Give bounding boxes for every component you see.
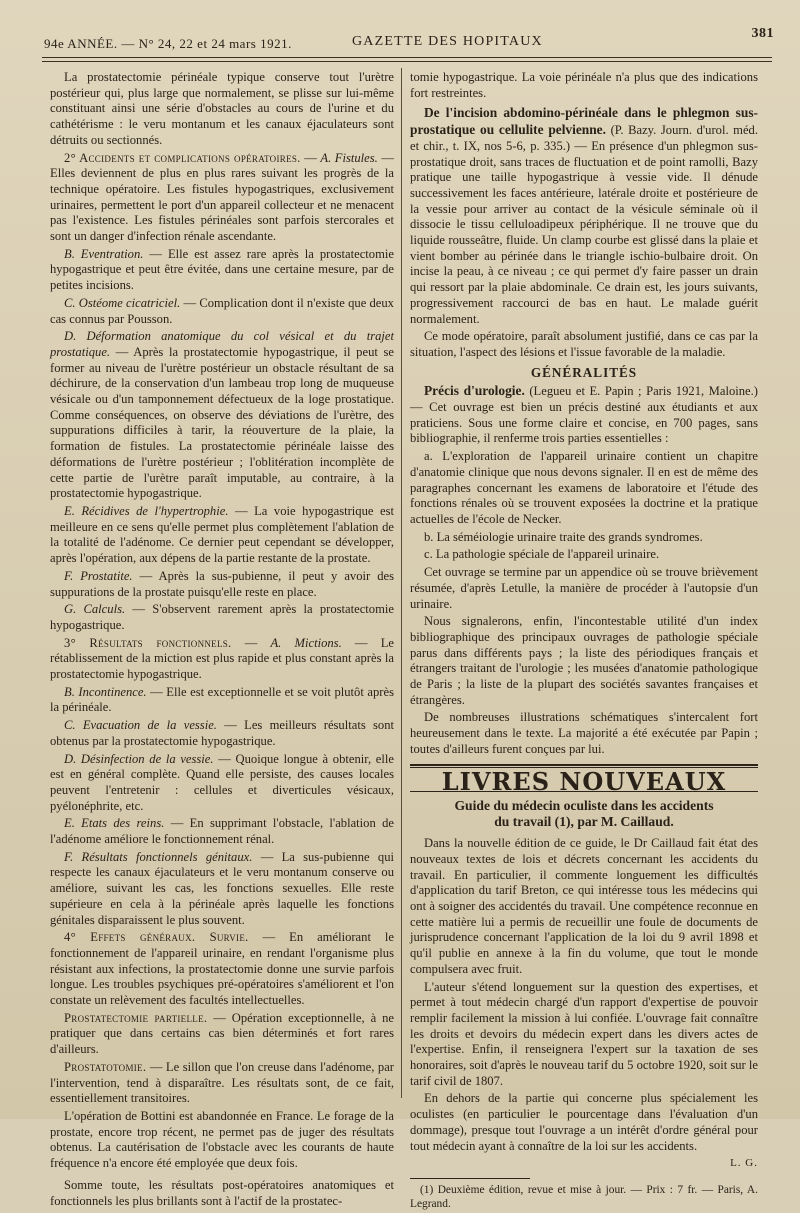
paragraph (50, 247, 394, 294)
paragraph (410, 383, 758, 447)
paragraph: Ce mode opératoire, paraît absolument justifié, dans ce cas par la situation, l'aspect des lésions et l'issue favorable de la maladie. (410, 329, 758, 359)
section-heading: 4° Effets généraux. Survie. (64, 930, 249, 945)
signature: L. G. (730, 1157, 758, 1170)
issue-info: 94e ANNÉE. — N° 24, 22 et 24 mars 1921. (44, 36, 292, 51)
section-heading: Prostatotomie. (64, 1059, 147, 1074)
paragraph: 2° Accidents et complications opératoires. — A. Fistules. — Elles deviennent de plus en plus rares suivant les progrès de la technique opératoire. Les fistules hypogastriques, exclusivement urinaires, permettent le port d'un appareil collecteur et ne menacent pas l'existence. Les fistules périnéales sont parfois stercorales et sont un danger d'infection rénale ascendante. (50, 150, 394, 244)
column-divider (401, 68, 402, 1098)
section-heading: 3° Résultats fonctionnels. (64, 635, 232, 650)
journal-title: GAZETTE DES HOPITAUX (352, 34, 543, 49)
paragraph-text: — En supprimant l'obstacle, l'ablation de l'adénome améliore le fonctionnement rénal. (50, 816, 394, 847)
abstract-reference: (Legueu et E. Papin ; Paris 1921, Maloine.) (529, 384, 758, 399)
paragraph: L'auteur s'étend longuement sur la question des expertises, et permet à tout médecin chargé d'un rapport d'expertise de pouvoir remplir facilement la mission à lui confiée. L'ouvrage fait connaître les droits et devoirs du médecin expert dans les divers actes de l'expertise. Enfin, il renseignera l'expert sur la taxation de ses honoraires, soit d'après le nouveau tarif du 5 octobre 1920, soit sur le tarif civil de 1807. (410, 979, 758, 1088)
paragraph: La prostatectomie périnéale typique conserve tout l'urètre postérieur qui, plus large que normalement, se plisse sur lui-même constituant ainsi une série d'obstacles au cours de l'urine et du cathétérisme : le veru montanum et les canaux éjaculateurs sont détruits ou sectionnés. (50, 70, 394, 147)
section-rule (410, 764, 758, 766)
paragraph-text: — Le sillon que l'on creuse dans l'adénome, par l'intervention, tend à disparaître. Les résultats sont, de ce fait, essentiellement transitoires. (50, 1059, 394, 1106)
section-heading: 2° Accidents et complications opératoires. (64, 150, 301, 165)
paragraph (50, 329, 394, 502)
right-column (410, 70, 758, 1213)
paragraph: L'opération de Bottini est abandonnée en France. Le forage de la prostate, encore trop récent, ne permet pas de juger des résultats obtenus. La cautérisation de l'obstacle avec les courants de haute fréquence n'a encore été employée que deux fois. (50, 1109, 394, 1171)
paragraph-text: — Après la sus-pubienne, il peut y avoir des suppurations de la prostate puisqu'elle reste en place. (50, 568, 394, 599)
paragraph (50, 504, 394, 567)
paragraph (50, 816, 394, 847)
paragraph (50, 602, 394, 633)
page-number: 381 (751, 26, 774, 41)
list-item: b. La séméiologie urinaire traite des grands syndromes. (424, 529, 703, 544)
section-heading: Prostatectomie partielle. (64, 1010, 208, 1025)
paragraph-text: — Elle est exceptionnelle et se voit plutôt après la périnéale. (50, 684, 394, 715)
subsection-label: E. Récidives de l'hypertrophie. (64, 503, 229, 518)
paragraph-text: — Cet ouvrage est bien un précis destiné aux étudiants et aux praticiens. Sous une forme claire et concise, en 700 pages, sans bibliographie, il renferme trois parties essentielles : (410, 400, 758, 446)
subsection-label: F. Prostatite. (64, 568, 133, 583)
paragraph: tomie hypogastrique. La voie périnéale n'a plus que des indications fort restreintes. (410, 70, 758, 100)
paragraph: 3° Résultats fonctionnels. — A. Mictions. — Le rétablissement de la miction est plus rapide et plus constant après la prostatectomie hypogastrique. (50, 635, 394, 682)
paragraph-text: — Quoique longue à obtenir, elle est en général complète. Quand elle persiste, des causes locales peuvent l'entretenir : cellules et diverticules vésicaux, pyélonéphrite, etc. (50, 751, 394, 813)
paragraph-text: — Opération exceptionnelle, à ne pratiquer que dans certains cas bien déterminés et fort rares d'ailleurs. (50, 1010, 394, 1057)
paragraph-text: — La voie hypogastrique est meilleure en ce sens qu'elle permet plus complètement l'ablation de la totalité de l'adénome. Ce dernier peut cependant se développer, après l'opération, aux dépens de la partie restante de la prostate. (50, 503, 394, 566)
paragraph-text: — Elle est assez rare après la prostatectomie hypogastrique et peut être évitée, dans une certaine mesure, par de petites incisions. (50, 246, 394, 293)
book-title-line: du travail (1), par M. Caillaud. (494, 814, 674, 830)
paragraph-text: — Le rétablissement de la miction est plus rapide et plus constant après la prostatectomie hypogastrique. (50, 635, 394, 682)
abstract-title: De l'incision abdomino-périnéale dans le phlegmon sus-prostatique ou cellulite pelvienne. (410, 105, 758, 138)
paragraph-text: — En améliorant le fonctionnement de l'appareil urinaire, en rendant l'organisme plus résistant aux infections, la prostatectomie donne une survie parfois longue. Les troubles psychiques pré-opératoires s'améliorent et l'on constate un relèvement des facultés intellectuelles. (50, 930, 394, 1008)
paragraph-text: — Après la prostatectomie hypogastrique, il peut se former au niveau de l'urètre postérieur un obstacle résultant de sa déchirure, de la conservation d'un lambeau trop long de muqueuse vésicale ou d'un tamponnement défectueux de la loge prostatique. Comme conséquences, on observe des déviations de l'urètre, des suppurations difficiles à tarir, la réouverture de la plaie, la formation de fistules. La prostatectomie périnéale laisse des déformations de l'urètre postérieur ; l'oblitération incomplète de cette partie de l'urètre paraît imputable, au contraire, à la prostatectomie hypogastrique. (50, 344, 394, 501)
paragraph (50, 752, 394, 815)
section-title-generalites: GÉNÉRALITÉS (530, 364, 638, 380)
paragraph: Somme toute, les résultats post-opératoires anatomiques et fonctionnels les plus brillants sont à l'actif de la prostatec- (50, 1177, 394, 1208)
subsection-label: A. Mictions. (270, 635, 342, 650)
subsection-label: E. Etats des reins. (64, 816, 165, 831)
paragraph (50, 296, 394, 327)
footnote-rule (410, 1178, 530, 1179)
paragraph (50, 930, 394, 1009)
paragraph: Nous signalerons, enfin, l'incontestable utilité d'un index bibliographique des principaux ouvrages de pathologie spéciale parus dans différents pays ; la liste des périodiques français et étrangers traitant de l'urologie ; les musées d'anatomie pathologique de Paris ; la liste de la plupart des sociétés savantes françaises et étrangères. (410, 614, 758, 707)
paragraph-text: — S'observent rarement après la prostatectomie hypogastrique. (50, 602, 394, 632)
paragraph (50, 718, 394, 749)
paragraph (50, 569, 394, 600)
paragraph-text: — Complication dont il n'existe que deux cas connus par Pousson. (50, 295, 394, 326)
subsection-label: C. Evacuation de la vessie. (64, 718, 217, 733)
list-item: a. L'exploration de l'appareil urinaire contient un chapitre d'anatomie clinique que nous devons signaler. Il en est de même des paragraphes concernant les examens de laboratoire et l'étude des fonctions rénales où se trouvent exposées la doctrine et la pratique actuelles de l'école de Necker. (410, 449, 758, 526)
paragraph: De nombreuses illustrations schématiques s'intercalent fort heureusement dans le texte. La majorité a été exécutée par Papin ; toutes d'ailleurs furent conçues par lui. (410, 710, 758, 756)
paragraph-text: — En présence d'un phlegmon sus-prostatique droit, sans traces de fluctuation et de point ramolli, Bazy pratique une taille hypogastrique à vessie vide. Il dénude successivement les faces antérieure, latérale droite et postérieure de la vessie pour arriver au contact de la vésicule séminale où il dissocie le tissu celluloadipeux périphérique. Il ne trouve que du liquide rousseâtre, fluide. Un clamp courbe est glissé dans la plaie et vient bomber au périnée dans le triangle ischio-bulbaire droit. On incise la peau, à ce niveau ; ce qui permet d'y faire passer un drain qui ressort par la plaie abdominale. Ce drain est, les jours suivants, progressivement raccourci de bas en haut. Le malade guérit normalement. (410, 138, 758, 326)
paragraph: En dehors de la partie qui concerne plus spécialement les oculistes (en particulier le pourcentage dans l'évaluation d'un dommage), presque tout l'ouvrage a un intérêt d'ordre général pour tout médecin ayant à connaître de la loi sur les accidents. (410, 1091, 758, 1153)
abstract-title: Précis d'urologie. (424, 383, 525, 399)
subsection-label: A. Fistules. (320, 150, 378, 165)
subsection-label: B. Incontinence. (64, 684, 147, 699)
footnote: (1) Deuxième édition, revue et mise à jour. — Prix : 7 fr. — Paris, A. Legrand. (410, 1184, 758, 1210)
paragraph-text: — Les meilleurs résultats sont obtenus par la prostatectomie hypogastrique. (50, 718, 394, 748)
abstract-reference: (P. Bazy. Journ. d'urol. méd. et chir., t. IX, nos 5-6, p. 335.) (410, 123, 758, 153)
paragraph (50, 685, 394, 716)
running-head (40, 24, 774, 54)
header-rule (42, 57, 772, 58)
section-title-livres-nouveaux: LIVRES NOUVEAUX (441, 766, 727, 796)
subsection-label: F. Résultats fonctionnels génitaux. (64, 849, 253, 864)
book-title-line: Guide du médecin oculiste dans les accidents (454, 798, 714, 814)
subsection-label: D. Désinfection de la vessie. (64, 751, 214, 766)
paragraph: Cet ouvrage se termine par un appendice où se trouve brièvement résumée, d'après Letulle, la manière de procéder à l'autopsie d'un urinaire. (410, 565, 758, 611)
paragraph (50, 850, 394, 929)
list-item: c. La pathologie spéciale de l'appareil urinaire. (424, 547, 660, 562)
paragraph-text: — Elles deviennent de plus en plus rares suivant les progrès de la technique opératoire. Les fistules hypogastriques, exclusivement urinaires, permettent le port d'un appareil collecteur et ne menacent pas l'existence. Les fistules périnéales sont parfois stercorales et sont un danger d'infection rénale ascendante. (50, 150, 394, 244)
paragraph (50, 1060, 394, 1107)
paragraph (410, 105, 758, 327)
subsection-label: C. Ostéome cicatriciel. (64, 295, 181, 310)
subsection-label: D. Déformation anatomique du col vésical et du trajet prostatique. (50, 329, 394, 359)
left-column (50, 70, 394, 1211)
subsection-label: G. Calculs. (64, 602, 126, 617)
subsection-label: B. Eventration. (64, 246, 144, 261)
book-title (410, 798, 758, 830)
paragraph-text: — La sus-pubienne qui respecte les canaux éjaculateurs et le veru montanum conserve ou améliore, suivant les cas, les fonctions sexuelles. Elle reste supérieure en cela à la périnéale après laquelle les fonctions génitales disparaissent le plus souvent. (50, 849, 395, 927)
paragraph: Dans la nouvelle édition de ce guide, le Dr Caillaud fait état des nouveaux textes de lois et décrets concernant les accidents du travail. En particulier, il commente longuement les difficultés d'application du tarif Breton, ce qui intéresse tous les médecins qui ont à soigner des accidentés du travail. Une compétence reconnue en cette matière lui a permis de recueillir une foule de documents de jurisprudence concernant l'application de la loi du 9 avril 1898 et qu'il publie en annexe à la fin du volume, que tout le monde compulsera avec fruit. (410, 836, 758, 976)
header-rule-thin (42, 61, 772, 62)
paragraph (50, 1011, 394, 1058)
